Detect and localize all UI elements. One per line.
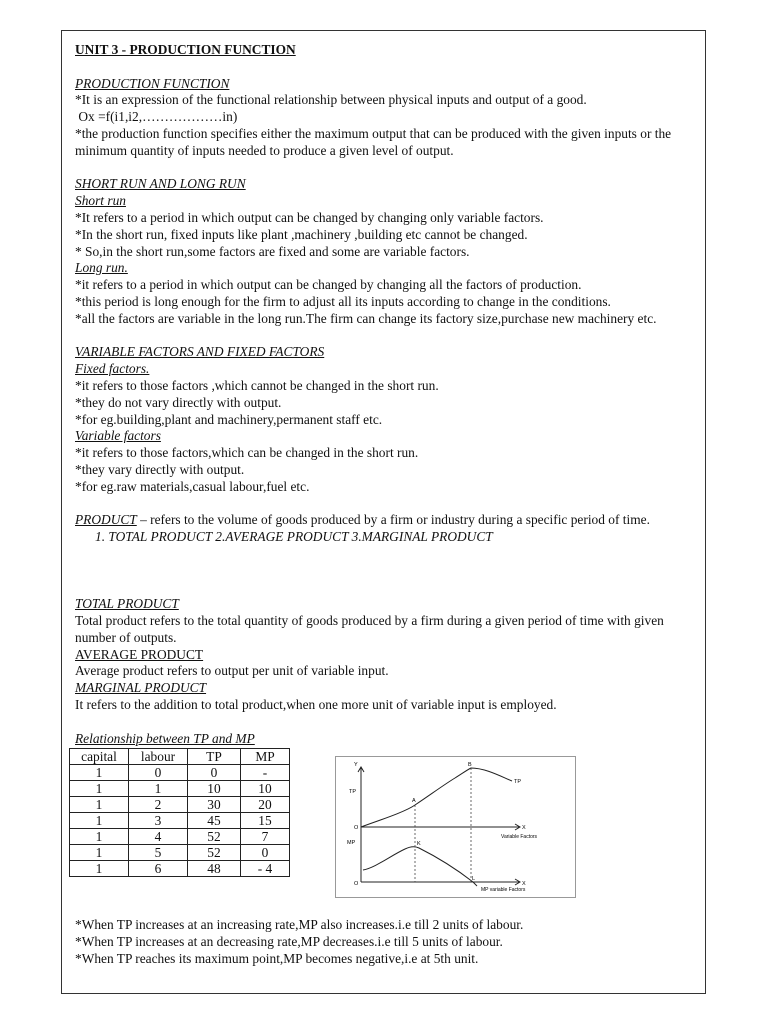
table-cell: 10 [241,781,290,797]
table-cell: 52 [188,845,241,861]
short-run-subheading: Short run [75,193,126,209]
mp-variable-factors-label: MP variable Factors [481,887,526,893]
variable-factors-subheading: Variable factors [75,428,161,444]
table-cell: 1 [129,781,188,797]
note-line: *When TP increases at an decreasing rate,MP decreases.i.e till 5 units of labour. [75,933,503,949]
total-product-text: Total product refers to the total quantity of goods produced by a firm during a given period of time with given number of outputs. [75,613,664,645]
header-cell: TP [188,749,241,765]
production-function-heading: PRODUCTION FUNCTION [75,75,230,91]
table-cell: 0 [129,765,188,781]
mp-axis-label: MP [347,840,356,846]
table-cell: 0 [241,845,290,861]
table-row [70,765,290,781]
table-row [70,781,290,797]
unit-title: UNIT 3 - PRODUCTION FUNCTION [75,42,296,57]
document-content [75,42,700,747]
factors-heading: VARIABLE FACTORS AND FIXED FACTORS [75,344,325,360]
relationship-heading: Relationship between TP and MP [75,730,255,746]
note-line: *When TP increases at an increasing rate,MP also increases.i.e till 2 units of labour. [75,917,524,932]
header-cell: labour [129,749,188,765]
header-cell: capital [70,749,129,765]
tp-mp-table [69,748,290,877]
marginal-product-text: It refers to the addition to total product,when one more unit of variable input is employed. [75,697,557,713]
table-cell: 1 [70,765,129,781]
origin-bottom: O [354,881,359,887]
table-cell: 4 [129,829,188,845]
table-cell: 20 [241,797,290,813]
table-row [70,861,290,877]
table-row [70,829,290,845]
table-header-row [70,749,290,765]
x-label-bottom: X [522,881,526,887]
table-cell: 15 [241,813,290,829]
pf-line-1: *It is an expression of the functional relationship between physical inputs and output of a good. [75,92,587,108]
table-cell: 1 [70,797,129,813]
pf-line-2: *the production function specifies either the maximum output that can be produced with the given inputs or the minimum quantity of inputs needed to produce a given level of output. [75,125,672,158]
table-cell: 1 [70,829,129,845]
total-product-heading: TOTAL PRODUCT [75,596,179,612]
short-run-line: * So,in the short run,some factors are fixed and some are variable factors. [75,243,470,259]
formula-text: Ox =f(i1,i2,………………in) [78,109,238,125]
point-k-label: K [417,841,421,847]
table-cell: - [241,765,290,781]
table-cell: 45 [188,813,241,829]
fixed-factor-line: *they do not vary directly with output. [75,394,282,410]
variable-factor-line: *it refers to those factors,which can be changed in the short run. [75,445,419,461]
tp-mp-graph [335,756,576,898]
document-page [61,30,706,994]
table-cell: 1 [70,781,129,797]
table-cell: 2 [129,797,188,813]
product-list: 1. TOTAL PRODUCT 2.AVERAGE PRODUCT 3.MARGINAL PRODUCT [95,529,493,545]
table-cell: 1 [70,861,129,877]
long-run-line: *it refers to a period in which output can be changed by changing all the factors of production. [75,277,582,293]
fixed-factor-line: *for eg.building,plant and machinery,permanent staff etc. [75,411,383,427]
long-run-subheading: Long run. [75,260,128,276]
table-row [70,813,290,829]
average-product-text: Average product refers to output per unit of variable input. [75,663,389,679]
point-b-label: B [468,762,472,768]
table-cell: 0 [188,765,241,781]
x-label-top: X [522,825,526,831]
point-l-label: L [472,876,476,882]
table-cell: 1 [70,845,129,861]
product-label: PRODUCT [75,512,137,528]
marginal-product-heading: MARGINAL PRODUCT [75,680,207,696]
short-run-line: *It refers to a period in which output can be changed by changing only variable factors. [75,209,544,225]
short-long-heading: SHORT RUN AND LONG RUN [75,176,246,192]
tp-curve-label: TP [514,779,522,785]
variable-factors-label: Variable Factors [501,834,538,840]
tp-axis-label: TP [349,789,357,795]
table-cell: 5 [129,845,188,861]
table-cell: 3 [129,813,188,829]
pf-formula [75,109,700,126]
point-a-label: A [412,798,416,804]
table-cell: 30 [188,797,241,813]
long-run-line: *all the factors are variable in the long run.The firm can change its factory size,purchase new machinery etc. [75,310,657,326]
header-cell: MP [241,749,290,765]
table-cell: 6 [129,861,188,877]
long-run-line: *this period is long enough for the firm to adjust all its inputs according to change in the conditions. [75,293,611,309]
table-row [70,845,290,861]
table-cell: 10 [188,781,241,797]
table-row [70,797,290,813]
variable-factor-line: *they vary directly with output. [75,461,245,477]
table-cell: - 4 [241,861,290,877]
product-definition [75,512,700,529]
average-product-heading: AVERAGE PRODUCT [75,646,204,662]
origin-top: O [354,825,359,831]
table-cell: 52 [188,829,241,845]
y-label: Y [354,762,358,768]
table-cell: 48 [188,861,241,877]
variable-factor-line: *for eg.raw materials,casual labour,fuel etc. [75,478,310,494]
note-line: *When TP reaches its maximum point,MP becomes negative,i.e at 5th unit. [75,950,479,966]
fixed-factors-subheading: Fixed factors. [75,361,150,377]
table-cell: 7 [241,829,290,845]
fixed-factor-line: *it refers to those factors ,which cannot be changed in the short run. [75,377,439,393]
notes [75,917,523,967]
product-text: – refers to the volume of goods produced by a firm or industry during a specific period of time. [136,512,650,528]
short-run-line: *In the short run, fixed inputs like plant ,machinery ,building etc cannot be changed. [75,226,528,242]
table-cell: 1 [70,813,129,829]
